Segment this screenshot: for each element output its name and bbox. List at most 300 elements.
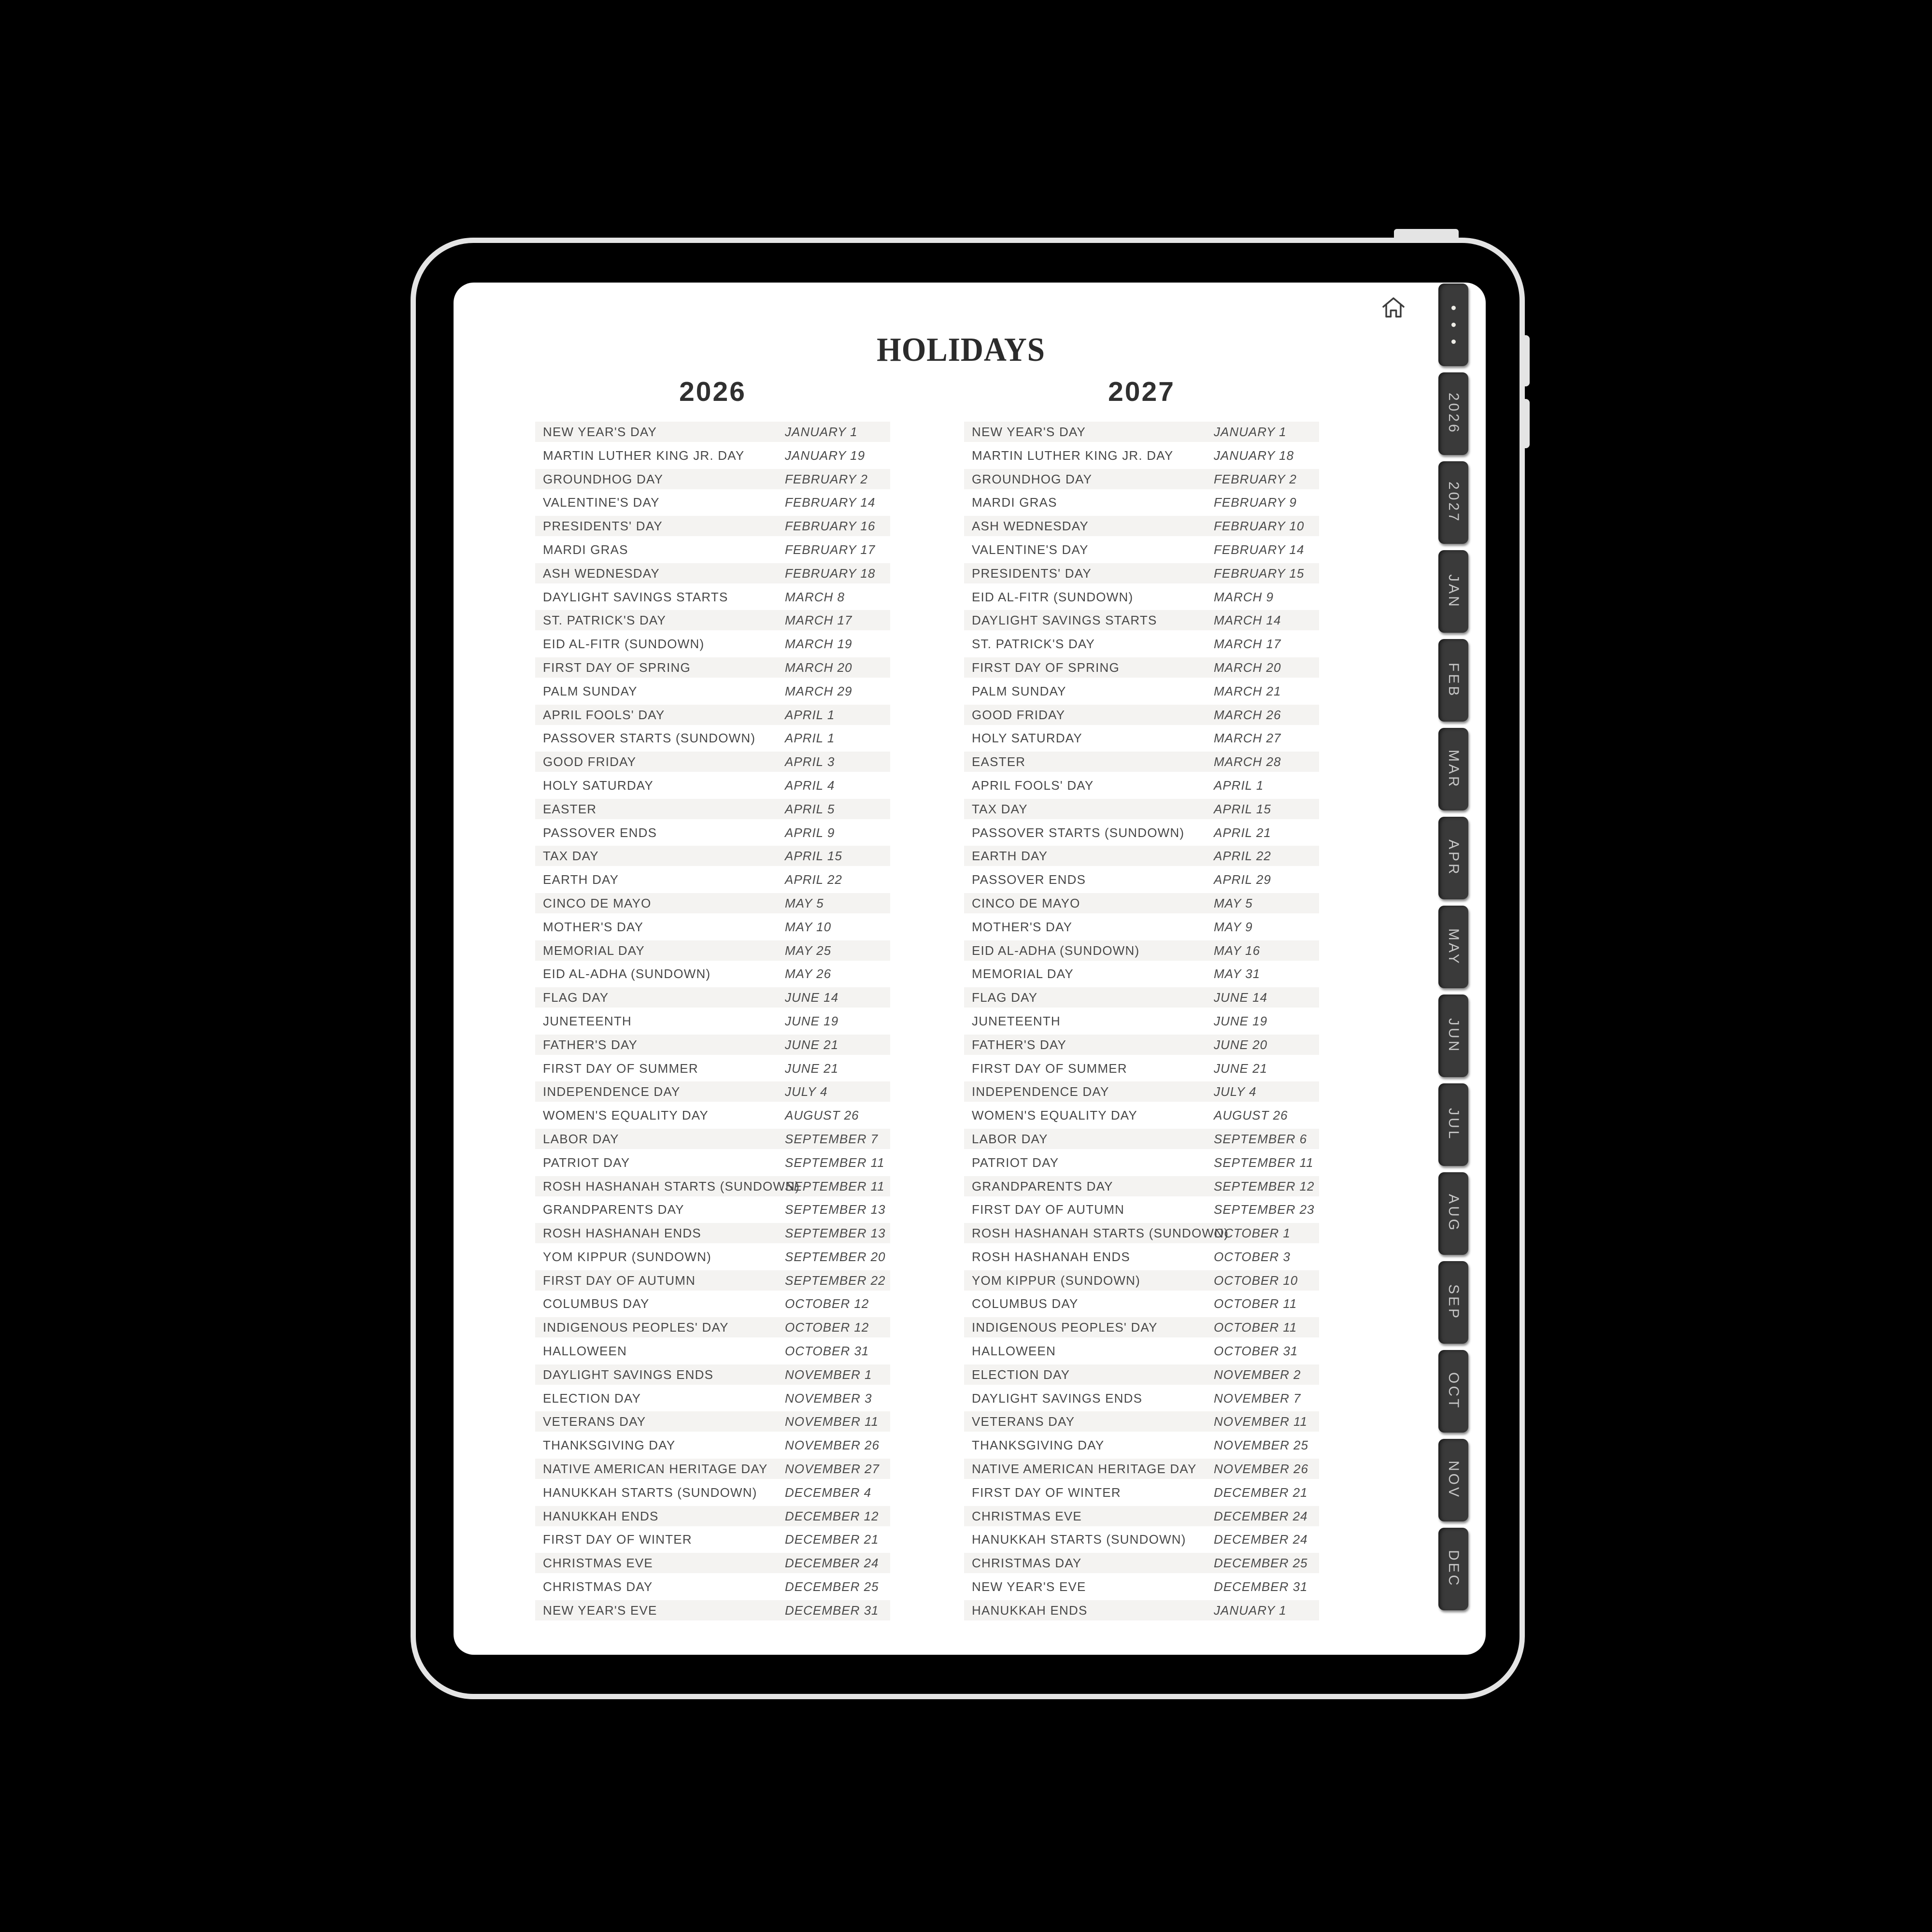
holiday-row xyxy=(535,1293,890,1314)
holiday-date: JANUARY 1 xyxy=(1214,1603,1287,1618)
holiday-date: SEPTEMBER 11 xyxy=(785,1179,885,1193)
holiday-date: OCTOBER 11 xyxy=(1214,1320,1297,1335)
holiday-name: VETERANS DAY xyxy=(972,1414,1075,1429)
holiday-row xyxy=(964,987,1319,1008)
holiday-name: FATHER'S DAY xyxy=(972,1037,1067,1052)
holiday-date: NOVEMBER 26 xyxy=(1214,1462,1308,1477)
holiday-row xyxy=(535,846,890,866)
holiday-name: PASSOVER ENDS xyxy=(543,825,657,840)
holiday-row xyxy=(535,1577,890,1597)
holiday-row xyxy=(964,422,1319,442)
holiday-name: FIRST DAY OF SUMMER xyxy=(543,1061,698,1076)
holiday-date: JUNE 14 xyxy=(785,990,839,1005)
holiday-date: SEPTEMBER 7 xyxy=(785,1131,879,1146)
holiday-date: DECEMBER 25 xyxy=(1214,1556,1308,1571)
holiday-row xyxy=(964,657,1319,678)
holiday-row xyxy=(535,987,890,1008)
holiday-row xyxy=(964,1529,1319,1549)
holiday-date: JANUARY 18 xyxy=(1214,448,1294,463)
holiday-date: FEBRUARY 2 xyxy=(1214,471,1297,486)
holiday-date: JANUARY 1 xyxy=(1214,425,1287,439)
holiday-row xyxy=(535,1482,890,1503)
more-menu-tab[interactable] xyxy=(1438,284,1468,366)
holiday-row xyxy=(535,587,890,607)
holiday-name: HALLOWEEN xyxy=(543,1344,627,1359)
holiday-name: MOTHER'S DAY xyxy=(972,919,1073,934)
holiday-date: JULY 4 xyxy=(785,1084,828,1099)
tab-label: AUG xyxy=(1446,1194,1462,1233)
holiday-row xyxy=(964,1081,1319,1102)
holiday-name: CHRISTMAS DAY xyxy=(972,1556,1082,1571)
holiday-name: GOOD FRIDAY xyxy=(972,707,1065,722)
holiday-row xyxy=(535,1199,890,1220)
holiday-name: CHRISTMAS DAY xyxy=(543,1579,653,1594)
holiday-name: LABOR DAY xyxy=(543,1131,619,1146)
holiday-date: JUNE 20 xyxy=(1214,1037,1268,1052)
holiday-row xyxy=(964,869,1319,890)
holiday-name: LABOR DAY xyxy=(972,1131,1048,1146)
holiday-name: GROUNDHOG DAY xyxy=(543,471,664,486)
holiday-name: PALM SUNDAY xyxy=(972,683,1066,698)
holiday-list-2027 xyxy=(964,422,1319,1624)
holiday-name: PASSOVER STARTS (SUNDOWN) xyxy=(972,825,1185,840)
holiday-name: YOM KIPPUR (SUNDOWN) xyxy=(543,1249,711,1264)
holiday-name: EID AL-FITR (SUNDOWN) xyxy=(972,589,1134,604)
holiday-row xyxy=(964,752,1319,772)
holiday-row xyxy=(535,634,890,654)
holiday-date: FEBRUARY 2 xyxy=(785,471,868,486)
tab-label: DEC xyxy=(1446,1550,1462,1588)
tab-feb[interactable] xyxy=(1438,639,1468,722)
holiday-name: CHRISTMAS EVE xyxy=(543,1556,653,1571)
holiday-date: APRIL 5 xyxy=(785,801,835,816)
holiday-row xyxy=(964,1317,1319,1337)
holiday-name: YOM KIPPUR (SUNDOWN) xyxy=(972,1273,1140,1288)
holiday-row xyxy=(964,823,1319,843)
holiday-date: MAY 5 xyxy=(785,895,824,910)
holiday-row xyxy=(535,657,890,678)
holiday-row xyxy=(535,1270,890,1291)
tab-jan[interactable] xyxy=(1438,550,1468,633)
tab-label: APR xyxy=(1446,839,1462,877)
holiday-row xyxy=(535,869,890,890)
holiday-date: SEPTEMBER 23 xyxy=(1214,1202,1315,1217)
holiday-name: ROSH HASHANAH STARTS (SUNDOWN) xyxy=(543,1179,800,1193)
holiday-row xyxy=(964,846,1319,866)
holiday-name: GROUNDHOG DAY xyxy=(972,471,1093,486)
holiday-row xyxy=(964,1553,1319,1573)
holiday-date: NOVEMBER 26 xyxy=(785,1438,880,1453)
holiday-name: PRESIDENTS' DAY xyxy=(543,519,663,534)
holiday-row xyxy=(535,1435,890,1455)
holiday-row xyxy=(535,1129,890,1149)
holiday-row xyxy=(964,634,1319,654)
holiday-row xyxy=(535,964,890,984)
holiday-name: JUNETEENTH xyxy=(972,1013,1061,1028)
holiday-row xyxy=(535,1317,890,1337)
holiday-row xyxy=(964,1011,1319,1031)
holiday-date: DECEMBER 4 xyxy=(785,1485,872,1500)
holiday-row xyxy=(535,917,890,937)
holiday-name: PALM SUNDAY xyxy=(543,683,638,698)
holiday-date: OCTOBER 10 xyxy=(1214,1273,1298,1288)
tab-label: JUN xyxy=(1446,1018,1462,1054)
tab-label: 2026 xyxy=(1446,393,1462,435)
holiday-row xyxy=(535,1105,890,1125)
holiday-date: NOVEMBER 11 xyxy=(1214,1414,1308,1429)
year-heading-right: 2027 xyxy=(1108,376,1175,407)
tab-nov[interactable] xyxy=(1438,1439,1468,1521)
holiday-list-2026 xyxy=(535,422,890,1624)
tab-label: 2027 xyxy=(1446,482,1462,524)
holiday-date: FEBRUARY 17 xyxy=(785,542,876,557)
holiday-row xyxy=(964,492,1319,512)
holiday-date: MAY 9 xyxy=(1214,919,1253,934)
holiday-name: MARDI GRAS xyxy=(972,495,1057,510)
holiday-name: GOOD FRIDAY xyxy=(543,754,637,769)
tab-apr[interactable] xyxy=(1438,817,1468,899)
holiday-date: OCTOBER 31 xyxy=(785,1344,869,1359)
holiday-date: MARCH 20 xyxy=(1214,660,1281,675)
holiday-name: ROSH HASHANAH ENDS xyxy=(543,1226,701,1241)
holiday-name: HALLOWEEN xyxy=(972,1344,1056,1359)
holiday-date: MARCH 21 xyxy=(1214,683,1281,698)
holiday-name: MARTIN LUTHER KING JR. DAY xyxy=(972,448,1174,463)
holiday-row xyxy=(964,1506,1319,1526)
holiday-row xyxy=(535,1364,890,1385)
holiday-date: NOVEMBER 7 xyxy=(1214,1391,1301,1406)
holiday-row xyxy=(964,1105,1319,1125)
holiday-date: SEPTEMBER 11 xyxy=(1214,1155,1314,1170)
holiday-row xyxy=(964,964,1319,984)
tab-jun[interactable] xyxy=(1438,994,1468,1077)
holiday-row xyxy=(964,1247,1319,1267)
holiday-name: NEW YEAR'S DAY xyxy=(972,425,1086,439)
holiday-name: EARTH DAY xyxy=(543,872,619,887)
holiday-date: DECEMBER 21 xyxy=(785,1532,879,1547)
holiday-row xyxy=(535,540,890,560)
holiday-name: ELECTION DAY xyxy=(972,1367,1070,1382)
holiday-date: OCTOBER 1 xyxy=(1214,1226,1291,1241)
holiday-row xyxy=(964,563,1319,583)
holiday-row xyxy=(964,1364,1319,1385)
holiday-name: FLAG DAY xyxy=(972,990,1038,1005)
holiday-date: JUNE 21 xyxy=(1214,1061,1268,1076)
holiday-row xyxy=(535,1553,890,1573)
tab-dec[interactable] xyxy=(1438,1528,1468,1610)
holiday-date: DECEMBER 31 xyxy=(785,1603,879,1618)
holiday-date: AUGUST 26 xyxy=(785,1108,859,1123)
holiday-row xyxy=(535,1459,890,1479)
holiday-name: THANKSGIVING DAY xyxy=(972,1438,1105,1453)
holiday-date: JULY 4 xyxy=(1214,1084,1257,1099)
holiday-row xyxy=(535,823,890,843)
holiday-row xyxy=(535,610,890,630)
tab-2027[interactable] xyxy=(1438,461,1468,544)
holiday-date: MARCH 27 xyxy=(1214,731,1281,746)
holiday-name: COLUMBUS DAY xyxy=(972,1296,1079,1311)
holiday-date: APRIL 9 xyxy=(785,825,835,840)
holiday-date: MARCH 8 xyxy=(785,589,845,604)
holiday-date: MARCH 14 xyxy=(1214,613,1281,628)
holiday-row xyxy=(964,1435,1319,1455)
holiday-row xyxy=(535,563,890,583)
holiday-row xyxy=(964,1600,1319,1620)
holiday-row xyxy=(535,893,890,913)
holiday-name: FIRST DAY OF WINTER xyxy=(972,1485,1121,1500)
holiday-date: FEBRUARY 9 xyxy=(1214,495,1297,510)
holiday-row xyxy=(964,1482,1319,1503)
tab-sep[interactable] xyxy=(1438,1261,1468,1344)
holiday-row xyxy=(964,540,1319,560)
holiday-name: ST. PATRICK'S DAY xyxy=(543,613,667,628)
holiday-date: NOVEMBER 11 xyxy=(785,1414,879,1429)
holiday-date: FEBRUARY 10 xyxy=(1214,519,1305,534)
holiday-date: JUNE 19 xyxy=(1214,1013,1268,1028)
holiday-name: ST. PATRICK'S DAY xyxy=(972,637,1095,652)
holiday-name: PRESIDENTS' DAY xyxy=(972,566,1092,581)
holiday-row xyxy=(535,1411,890,1432)
holiday-date: JANUARY 1 xyxy=(785,425,858,439)
holiday-row xyxy=(535,1529,890,1549)
holiday-name: INDEPENDENCE DAY xyxy=(972,1084,1109,1099)
holiday-row xyxy=(964,1035,1319,1055)
holiday-date: APRIL 15 xyxy=(785,849,842,864)
holiday-date: NOVEMBER 25 xyxy=(1214,1438,1308,1453)
holiday-date: MARCH 17 xyxy=(785,613,852,628)
holiday-row xyxy=(964,1152,1319,1173)
holiday-name: DAYLIGHT SAVINGS STARTS xyxy=(972,613,1157,628)
tab-aug[interactable] xyxy=(1438,1172,1468,1255)
ellipsis-dots-icon xyxy=(1451,306,1456,344)
holiday-name: HANUKKAH STARTS (SUNDOWN) xyxy=(972,1532,1186,1547)
holiday-name: EID AL-ADHA (SUNDOWN) xyxy=(543,966,711,981)
tab-label: MAY xyxy=(1446,928,1462,966)
tab-oct[interactable] xyxy=(1438,1350,1468,1433)
holiday-name: CINCO DE MAYO xyxy=(972,895,1080,910)
tab-label: FEB xyxy=(1446,662,1462,698)
holiday-date: AUGUST 26 xyxy=(1214,1108,1288,1123)
holiday-name: FLAG DAY xyxy=(543,990,609,1005)
holiday-name: GRANDPARENTS DAY xyxy=(972,1179,1113,1193)
holiday-date: SEPTEMBER 22 xyxy=(785,1273,886,1288)
holiday-row xyxy=(535,1247,890,1267)
holiday-date: OCTOBER 12 xyxy=(785,1296,869,1311)
home-button[interactable] xyxy=(1380,294,1407,321)
holiday-name: NEW YEAR'S EVE xyxy=(543,1603,657,1618)
holiday-name: PATRIOT DAY xyxy=(543,1155,630,1170)
holiday-name: VETERANS DAY xyxy=(543,1414,646,1429)
holiday-date: APRIL 1 xyxy=(785,707,835,722)
holiday-row xyxy=(535,752,890,772)
holiday-row xyxy=(964,1223,1319,1243)
holiday-name: ROSH HASHANAH STARTS (SUNDOWN) xyxy=(972,1226,1229,1241)
holiday-row xyxy=(964,1058,1319,1079)
page-title: HOLIDAYS xyxy=(876,331,1045,369)
holiday-name: ASH WEDNESDAY xyxy=(972,519,1089,534)
holiday-row xyxy=(535,799,890,819)
tab-label: SEP xyxy=(1446,1284,1462,1321)
holiday-date: APRIL 21 xyxy=(1214,825,1271,840)
holiday-date: DECEMBER 12 xyxy=(785,1508,879,1523)
holiday-row xyxy=(964,917,1319,937)
tab-2026[interactable] xyxy=(1438,372,1468,455)
holiday-date: APRIL 29 xyxy=(1214,872,1271,887)
tab-may[interactable] xyxy=(1438,906,1468,988)
holiday-name: FIRST DAY OF SUMMER xyxy=(972,1061,1127,1076)
holiday-name: DAYLIGHT SAVINGS STARTS xyxy=(543,589,728,604)
holiday-name: FIRST DAY OF AUTUMN xyxy=(543,1273,696,1288)
holiday-date: JUNE 19 xyxy=(785,1013,839,1028)
holiday-name: PASSOVER ENDS xyxy=(972,872,1086,887)
planner-page xyxy=(454,283,1486,1655)
holiday-name: ROSH HASHANAH ENDS xyxy=(972,1249,1130,1264)
holiday-date: JUNE 14 xyxy=(1214,990,1268,1005)
holiday-date: MARCH 9 xyxy=(1214,589,1274,604)
holiday-date: MAY 10 xyxy=(785,919,832,934)
holiday-row xyxy=(535,422,890,442)
holiday-name: NATIVE AMERICAN HERITAGE DAY xyxy=(543,1462,768,1477)
holiday-date: MAY 25 xyxy=(785,943,832,958)
holiday-date: FEBRUARY 14 xyxy=(1214,542,1305,557)
holiday-name: APRIL FOOLS' DAY xyxy=(972,778,1094,793)
holiday-name: THANKSGIVING DAY xyxy=(543,1438,676,1453)
holiday-name: FATHER'S DAY xyxy=(543,1037,638,1052)
holiday-name: MOTHER'S DAY xyxy=(543,919,644,934)
tab-mar[interactable] xyxy=(1438,728,1468,810)
holiday-name: WOMEN'S EQUALITY DAY xyxy=(543,1108,709,1123)
holiday-row xyxy=(535,445,890,466)
holiday-row xyxy=(535,1081,890,1102)
holiday-row xyxy=(964,1411,1319,1432)
holiday-date: FEBRUARY 14 xyxy=(785,495,876,510)
holiday-date: OCTOBER 11 xyxy=(1214,1296,1297,1311)
tab-label: MAR xyxy=(1446,749,1462,789)
holiday-date: MAY 5 xyxy=(1214,895,1253,910)
holiday-date: OCTOBER 3 xyxy=(1214,1249,1291,1264)
holiday-date: NOVEMBER 2 xyxy=(1214,1367,1301,1382)
holiday-date: DECEMBER 24 xyxy=(1214,1532,1308,1547)
holiday-name: WOMEN'S EQUALITY DAY xyxy=(972,1108,1137,1123)
holiday-row xyxy=(535,728,890,748)
holiday-date: MAY 31 xyxy=(1214,966,1261,981)
holiday-name: GRANDPARENTS DAY xyxy=(543,1202,684,1217)
holiday-date: APRIL 22 xyxy=(1214,849,1271,864)
holiday-name: EID AL-ADHA (SUNDOWN) xyxy=(972,943,1140,958)
holiday-name: PATRIOT DAY xyxy=(972,1155,1059,1170)
tab-jul[interactable] xyxy=(1438,1083,1468,1166)
holiday-name: HANUKKAH ENDS xyxy=(972,1603,1088,1618)
holiday-name: VALENTINE'S DAY xyxy=(543,495,660,510)
holiday-name: VALENTINE'S DAY xyxy=(972,542,1089,557)
holiday-date: DECEMBER 25 xyxy=(785,1579,879,1594)
holiday-name: FIRST DAY OF SPRING xyxy=(543,660,691,675)
holiday-row xyxy=(535,705,890,725)
holiday-row xyxy=(535,469,890,489)
holiday-row xyxy=(964,1270,1319,1291)
column-2027 xyxy=(964,376,1319,1618)
holiday-name: NATIVE AMERICAN HERITAGE DAY xyxy=(972,1462,1197,1477)
holiday-row xyxy=(535,681,890,701)
holiday-date: SEPTEMBER 6 xyxy=(1214,1131,1307,1146)
holiday-row xyxy=(535,492,890,512)
holiday-date: APRIL 1 xyxy=(785,731,835,746)
holiday-name: HANUKKAH STARTS (SUNDOWN) xyxy=(543,1485,757,1500)
holiday-name: JUNETEENTH xyxy=(543,1013,632,1028)
holiday-name: ELECTION DAY xyxy=(543,1391,641,1406)
holiday-name: COLUMBUS DAY xyxy=(543,1296,650,1311)
holiday-name: ASH WEDNESDAY xyxy=(543,566,660,581)
holiday-name: EASTER xyxy=(543,801,597,816)
column-2026 xyxy=(535,376,890,1618)
holiday-row xyxy=(964,1129,1319,1149)
holiday-name: INDIGENOUS PEOPLES' DAY xyxy=(972,1320,1158,1335)
holiday-row xyxy=(964,1577,1319,1597)
holiday-name: TAX DAY xyxy=(972,801,1028,816)
holiday-row xyxy=(964,1293,1319,1314)
holiday-date: FEBRUARY 16 xyxy=(785,519,876,534)
holiday-name: FIRST DAY OF SPRING xyxy=(972,660,1120,675)
holiday-date: DECEMBER 21 xyxy=(1214,1485,1308,1500)
holiday-date: MARCH 17 xyxy=(1214,637,1281,652)
holiday-name: TAX DAY xyxy=(543,849,599,864)
holiday-row xyxy=(964,445,1319,466)
holiday-date: SEPTEMBER 13 xyxy=(785,1226,886,1241)
holiday-row xyxy=(964,469,1319,489)
holiday-row xyxy=(964,1199,1319,1220)
tab-strip xyxy=(1438,284,1468,1617)
holiday-date: APRIL 15 xyxy=(1214,801,1271,816)
holiday-date: MARCH 20 xyxy=(785,660,852,675)
year-heading-left: 2026 xyxy=(679,376,746,407)
holiday-row xyxy=(535,1506,890,1526)
holiday-date: MARCH 29 xyxy=(785,683,852,698)
tab-label: NOV xyxy=(1446,1461,1462,1500)
holiday-row xyxy=(964,681,1319,701)
holiday-name: FIRST DAY OF AUTUMN xyxy=(972,1202,1125,1217)
holiday-row xyxy=(964,610,1319,630)
holiday-row xyxy=(535,1176,890,1196)
holiday-row xyxy=(964,516,1319,536)
holiday-date: NOVEMBER 27 xyxy=(785,1462,880,1477)
holiday-name: MARTIN LUTHER KING JR. DAY xyxy=(543,448,745,463)
holiday-date: MAY 16 xyxy=(1214,943,1261,958)
holiday-date: APRIL 1 xyxy=(1214,778,1264,793)
holiday-row xyxy=(535,940,890,961)
holiday-row xyxy=(535,1341,890,1361)
holiday-name: NEW YEAR'S DAY xyxy=(543,425,657,439)
holiday-row xyxy=(535,1388,890,1408)
holiday-row xyxy=(535,775,890,796)
holiday-row xyxy=(535,516,890,536)
holiday-row xyxy=(964,799,1319,819)
holiday-row xyxy=(964,1176,1319,1196)
holiday-name: INDIGENOUS PEOPLES' DAY xyxy=(543,1320,729,1335)
holiday-name: CINCO DE MAYO xyxy=(543,895,652,910)
holiday-date: DECEMBER 24 xyxy=(1214,1508,1308,1523)
holiday-date: APRIL 4 xyxy=(785,778,835,793)
holiday-name: MARDI GRAS xyxy=(543,542,628,557)
holiday-date: OCTOBER 31 xyxy=(1214,1344,1298,1359)
holiday-name: PASSOVER STARTS (SUNDOWN) xyxy=(543,731,756,746)
holiday-date: NOVEMBER 3 xyxy=(785,1391,872,1406)
holiday-name: EARTH DAY xyxy=(972,849,1048,864)
holiday-name: HOLY SATURDAY xyxy=(543,778,653,793)
holiday-name: APRIL FOOLS' DAY xyxy=(543,707,665,722)
tab-label: JUL xyxy=(1446,1108,1462,1141)
holiday-date: NOVEMBER 1 xyxy=(785,1367,872,1382)
holiday-row xyxy=(535,1600,890,1620)
